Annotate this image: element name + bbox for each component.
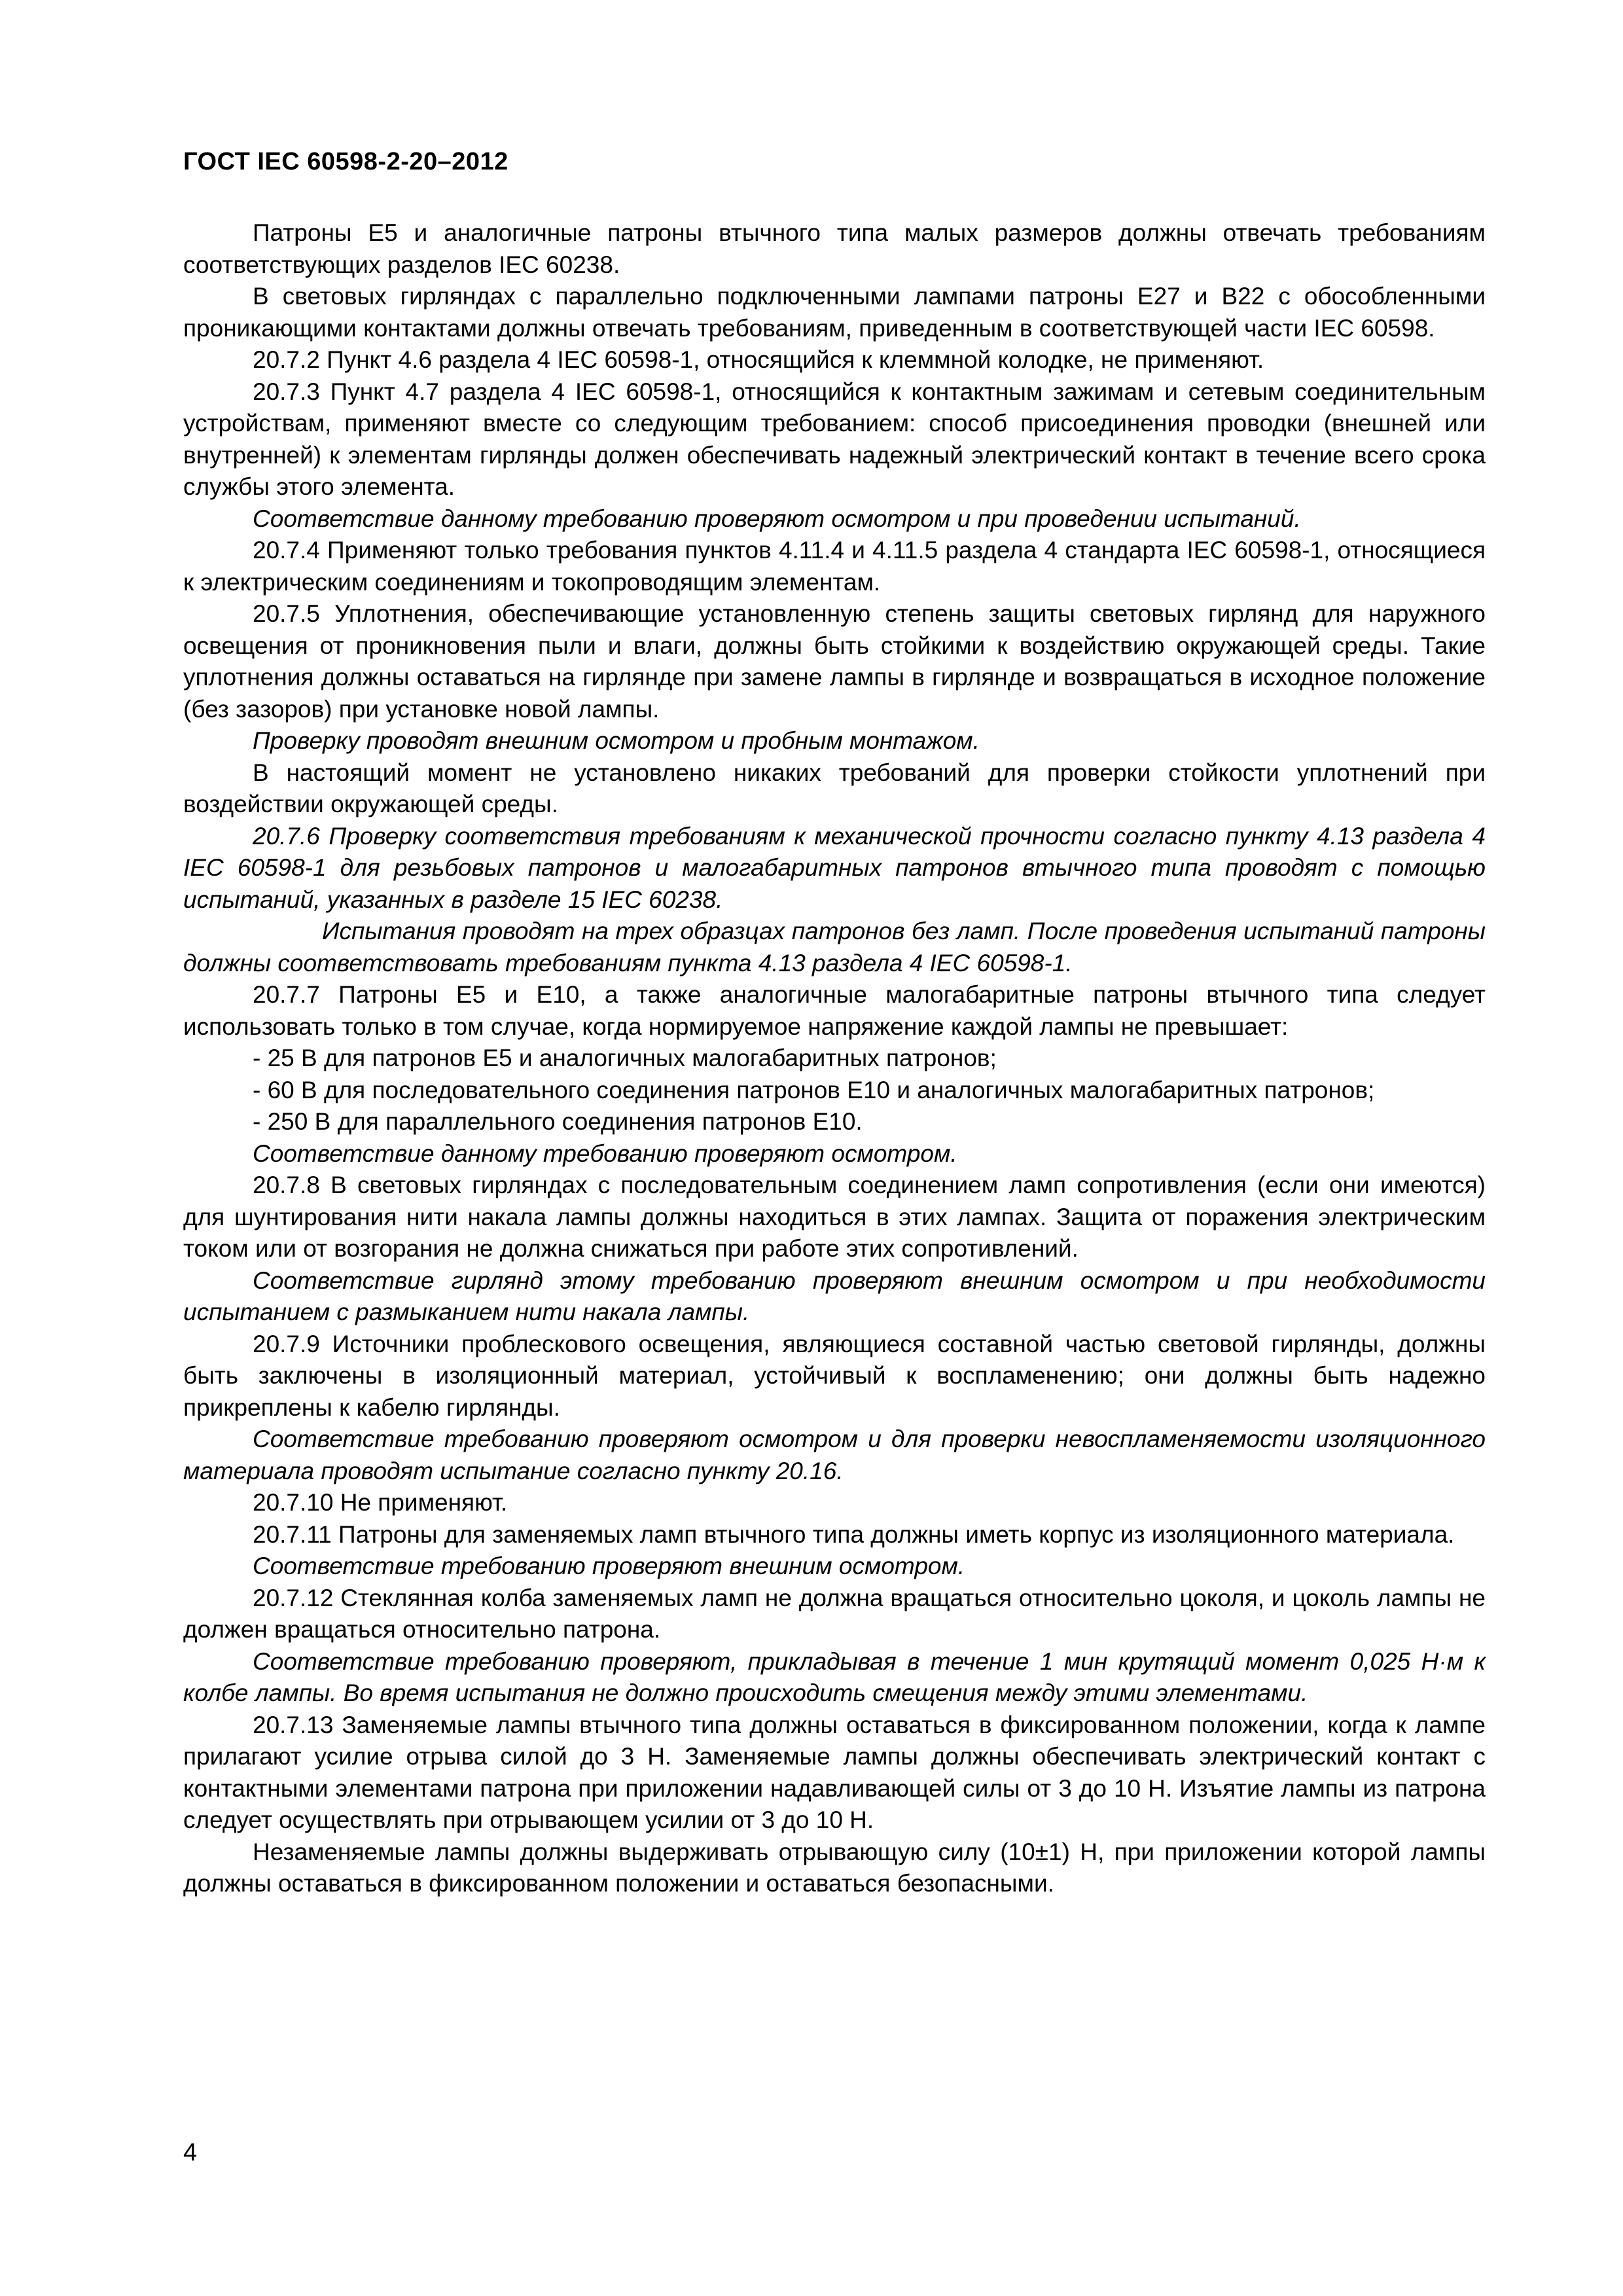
paragraph: 20.7.8 В световых гирляндах с последовательным соединением ламп сопротивления (если они имеются) для шунтирования нити накала лампы должны находиться в этих лампах. Защита от поражения электрическим током или от возгорания не должна снижаться при работе этих сопротивлений. [183,1172,1486,1262]
paragraph-italic: Соответствие требованию проверяют осмотром и для проверки невоспламеняемости изоляционного материала проводят испытание согласно пункту 20.16. [183,1426,1486,1484]
paragraph: 20.7.9 Источники проблескового освещения, являющиеся составной частью световой гирлянды, должны быть заключены в изоляционный материал, устойчивый к воспламенению; они должны быть надежно прикреплены к кабелю гирлянды. [183,1330,1486,1421]
paragraph-italic: Соответствие данному требованию проверяют осмотром. [253,1139,957,1167]
paragraph-italic: Соответствие данному требованию проверяют осмотром и при проведении испытаний. [253,505,1301,532]
list-item: - 25 В для патронов E5 и аналогичных малогабаритных патронов; [253,1045,997,1071]
paragraph: В световых гирляндах с параллельно подключенными лампами патроны E27 и B22 с обособленными проникающими контактами должны отвечать требованиям, приведенным в соответствующей части IEC 60598. [183,283,1486,342]
paragraph-italic: Испытания проводят на трех образцах патронов без ламп. После проведения испытаний патроны должны соответствовать требованиям пункта 4.13 раздела 4 IEC 60598-1. [183,918,1486,977]
paragraph: 20.7.5 Уплотнения, обеспечивающие установленную степень защиты световых гирлянд для наружного освещения от проникновения пыли и влаги, должны быть стойкими к воздействию окружающей среды. Такие уплотнения должны оставаться на гирлянде при замене лампы в гирлянде и возвращаться в исходное положение (без зазоров) при установке новой лампы. [183,600,1486,723]
paragraph: 20.7.4 Применяют только требования пунктов 4.11.4 и 4.11.5 раздела 4 стандарта IEC 60598-1, относящиеся к электрическим соединениям и токопроводящим элементам. [183,537,1486,596]
page-number: 4 [183,2139,198,2166]
paragraph: 20.7.12 Стеклянная колба заменяемых ламп не должна вращаться относительно цоколя, и цоколь лампы не должен вращаться относительно патрона. [183,1584,1486,1643]
paragraph-italic: Соответствие гирлянд этому требованию проверяют внешним осмотром и при необходимости испытанием с размыканием нити накала лампы. [183,1266,1486,1325]
paragraph-italic: Проверку проводят внешним осмотром и пробным монтажом. [253,727,980,754]
paragraph: 20.7.11 Патроны для заменяемых ламп втычного типа должны иметь корпус из изоляционного материала. [253,1520,1455,1548]
paragraph: Незаменяемые лампы должны выдерживать отрывающую силу (10±1) Н, при приложении которой лампы должны оставаться в фиксированном положении и оставаться безопасными. [183,1838,1486,1897]
paragraph: Патроны E5 и аналогичные патроны втычного типа малых размеров должны отвечать требованиям соответствующих разделов IEC 60238. [183,219,1486,278]
paragraph: В настоящий момент не установлено никаких требований для проверки стойкости уплотнений при воздействии окружающей среды. [183,759,1486,817]
paragraph: 20.7.10 Не применяют. [253,1489,508,1516]
paragraph-italic: Соответствие требованию проверяют, прикладывая в течение 1 мин крутящий момент 0,025 Н·м к колбе лампы. Во время испытания не должно происходить смещения между этими элементами. [183,1647,1486,1706]
paragraph: 20.7.2 Пункт 4.6 раздела 4 IEC 60598-1, относящийся к клеммной колодке, не применяют. [253,346,1264,373]
paragraph: 20.7.7 Патроны E5 и E10, а также аналогичные малогабаритные патроны втычного типа следует использовать только в том случае, когда нормируемое напряжение каждой лампы не превышает: [183,981,1486,1040]
paragraph-italic: 20.7.6 Проверку соответствия требованиям к механической прочности согласно пункту 4.13 раздела 4 IEC 60598-1 для резьбовых патронов и малогабаритных патронов втычного типа проводят с помощью испытаний, указанных в разделе 15 IEC 60238. [183,822,1486,913]
document-body [183,217,1486,1900]
paragraph-italic: Соответствие требованию проверяют внешним осмотром. [253,1552,965,1579]
list-item: - 60 В для последовательного соединения патронов E10 и аналогичных малогабаритных патронов; [253,1076,1375,1103]
paragraph: 20.7.13 Заменяемые лампы втычного типа должны оставаться в фиксированном положении, когда к лампе прилагают усилие отрыва силой до 3 Н. Заменяемые лампы должны обеспечивать электрический контакт с контактными элементами патрона при приложении надавливающей силы от 3 до 10 Н. Изъятие лампы из патрона следует осуществлять при отрывающем усилии от 3 до 10 Н. [183,1711,1486,1833]
running-header: ГОСТ IEC 60598-2-20–2012 [183,148,508,175]
paragraph: 20.7.3 Пункт 4.7 раздела 4 IEC 60598-1, относящийся к контактным зажимам и сетевым соединительным устройствам, применяют вместе со следующим требованием: способ присоединения проводки (внешней или внутренней) к элементам гирлянды должен обеспечивать надежный электрический контакт в течение всего срока службы этого элемента. [183,378,1486,500]
list-item: - 250 В для параллельного соединения патронов E10. [253,1108,863,1135]
